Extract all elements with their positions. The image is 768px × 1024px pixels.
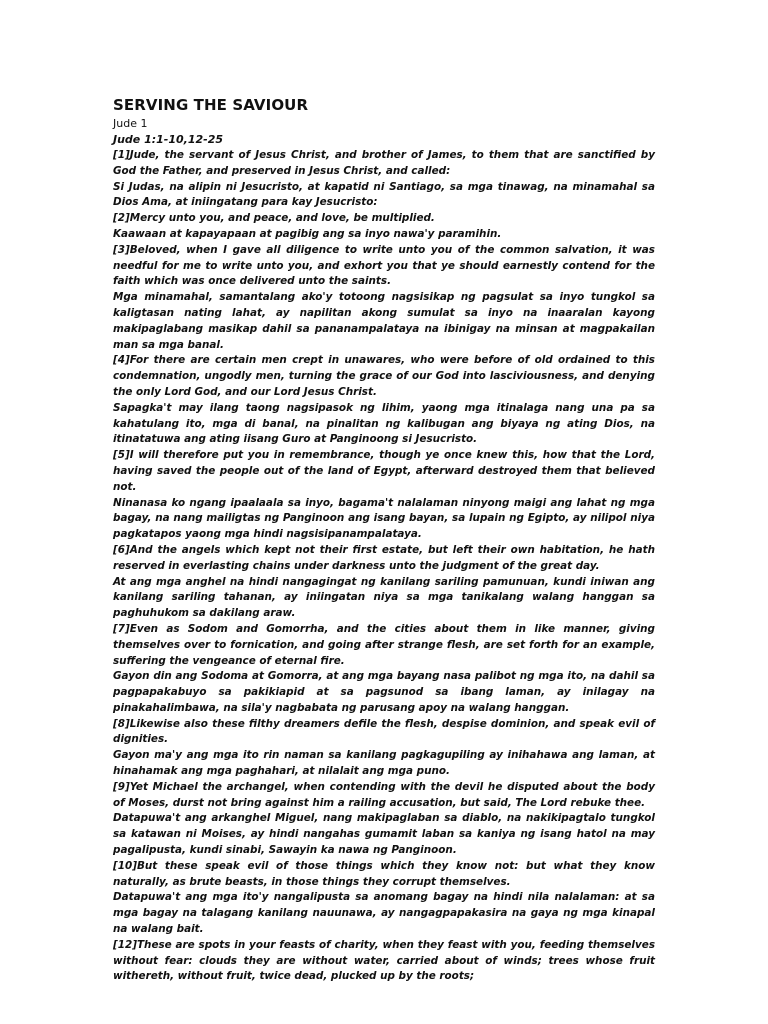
verse-list (113, 148, 655, 985)
verse-paragraph: Kaawaan at kapayapaan at pagibig ang sa inyo nawa'y paramihin. (113, 227, 502, 240)
verse-paragraph: Gayon ma'y ang mga ito rin naman sa kanilang pagkagupiling ay inihahawa ang laman, at hinahamak ang mga paghahari, at nilalait ang mga puno. (113, 749, 655, 778)
verse-paragraph: Datapuwa't ang mga ito'y nangalipusta sa anomang bagay na hindi nila nalalaman: at sa mga bagay na talagang kanilang nauunawa, ay nangagpapakasira na gaya ng mga kinapal na walang bait. (113, 891, 655, 936)
verse-paragraph: [2]Mercy unto you, and peace, and love, be multiplied. (113, 212, 435, 225)
verse-paragraph: [3]Beloved, when I gave all diligence to write unto you of the common salvation, it was needful for me to write unto you, and exhort you that ye should earnestly contend for the faith which was once delivered unto the saints. (113, 243, 655, 288)
verse-paragraph: [8]Likewise also these filthy dreamers defile the flesh, despise dominion, and speak evil of dignities. (113, 717, 655, 746)
verse-paragraph: [7]Even as Sodom and Gomorrha, and the cities about them in like manner, giving themselves over to fornication, and going after strange flesh, are set forth for an example, suffering the vengeance of eternal fire. (113, 622, 655, 667)
verse-paragraph: [10]But these speak evil of those things which they know not: but what they know naturally, as brute beasts, in those things they corrupt themselves. (113, 859, 655, 888)
verse-paragraph: Sapagka't may ilang taong nagsipasok ng lihim, yaong mga itinalaga nang una pa sa kahatulang ito, mga di banal, na pinalitan ng kalibugan ang biyaya ng ating Dios, na itinatatuwa ang ating iisang Guro at Panginoong si Jesucristo. (113, 401, 655, 446)
verse-paragraph: Mga minamahal, samantalang ako'y totoong nagsisikap ng pagsulat sa inyo tungkol sa kaligtasan nating lahat, ay napilitan akong sumulat sa inyo na inaaralan kayong makipaglabang masikap dahil sa pananampalataya na ibinigay na minsan at magpakailan man sa mga banal. (113, 291, 655, 351)
verse-paragraph: [6]And the angels which kept not their first estate, but left their own habitation, he hath reserved in everlasting chains under darkness unto the judgment of the great day. (113, 543, 655, 572)
verse-paragraph: [1]Jude, the servant of Jesus Christ, and brother of James, to them that are sanctified by God the Father, and preserved in Jesus Christ, and called: (113, 149, 655, 177)
verse-paragraph: At ang mga anghel na hindi nangagingat ng kanilang sariling pamunuan, kundi iniwan ang kanilang sariling tahanan, ay iniingatan niya sa mga tanikalang walang hanggan sa paghuhukom sa dakilang araw. (113, 575, 655, 620)
document-title: SERVING THE SAVIOUR (113, 96, 309, 114)
verse-paragraph: Datapuwa't ang arkanghel Miguel, nang makipaglaban sa diablo, na nakikipagtalo tungkol sa katawan ni Moises, ay hindi nangahas gumamit laban sa kaniya ng isang hatol na may pagalipusta, kundi sinabi, Sawayin ka nawa ng Panginoon. (113, 812, 655, 857)
verse-paragraph: Si Judas, na alipin ni Jesucristo, at kapatid ni Santiago, sa mga tinawag, na minamahal sa Dios Ama, at iniingatang para kay Jesucristo: (113, 180, 655, 209)
document-page (113, 96, 655, 985)
verse-paragraph: [5]I will therefore put you in remembrance, though ye once knew this, how that the Lord, having saved the people out of the land of Egypt, afterward destroyed them that believed not. (113, 449, 655, 493)
scripture-reference: Jude 1:1-10,12-25 (113, 133, 224, 146)
verse-paragraph: Gayon din ang Sodoma at Gomorra, at ang mga bayang nasa palibot ng mga ito, na dahil sa pagpapakabuyo sa pakikiapid at sa pagsunod sa ibang laman, ay inilagay na pinakahalimbawa, na sila'y nagbabata ng parusang apoy na walang hanggan. (113, 670, 655, 714)
verse-paragraph: Ninanasa ko ngang ipaalaala sa inyo, bagama't nalalaman ninyong maigi ang lahat ng mga bagay, na nang mailigtas ng Panginoon ang isang bayan, sa lupain ng Egipto, ay nilipol niya pagkatapos yaong mga hindi nagsisipanampalataya. (113, 496, 655, 541)
verse-paragraph: [4]For there are certain men crept in unawares, who were before of old ordained to this condemnation, ungodly men, turning the grace of our God into lasciviousness, and denying the only Lord God, and our Lord Jesus Christ. (113, 354, 655, 398)
document-subtitle: Jude 1 (113, 117, 148, 130)
verse-paragraph: [9]Yet Michael the archangel, when contending with the devil he disputed about the body of Moses, durst not bring against him a railing accusation, but said, The Lord rebuke thee. (113, 780, 655, 809)
verse-paragraph: [12]These are spots in your feasts of charity, when they feast with you, feeding themselves without fear: clouds they are without water, carried about of winds; trees whose fruit withereth, without fruit, twice dead, plucked up by the roots; (113, 938, 655, 983)
